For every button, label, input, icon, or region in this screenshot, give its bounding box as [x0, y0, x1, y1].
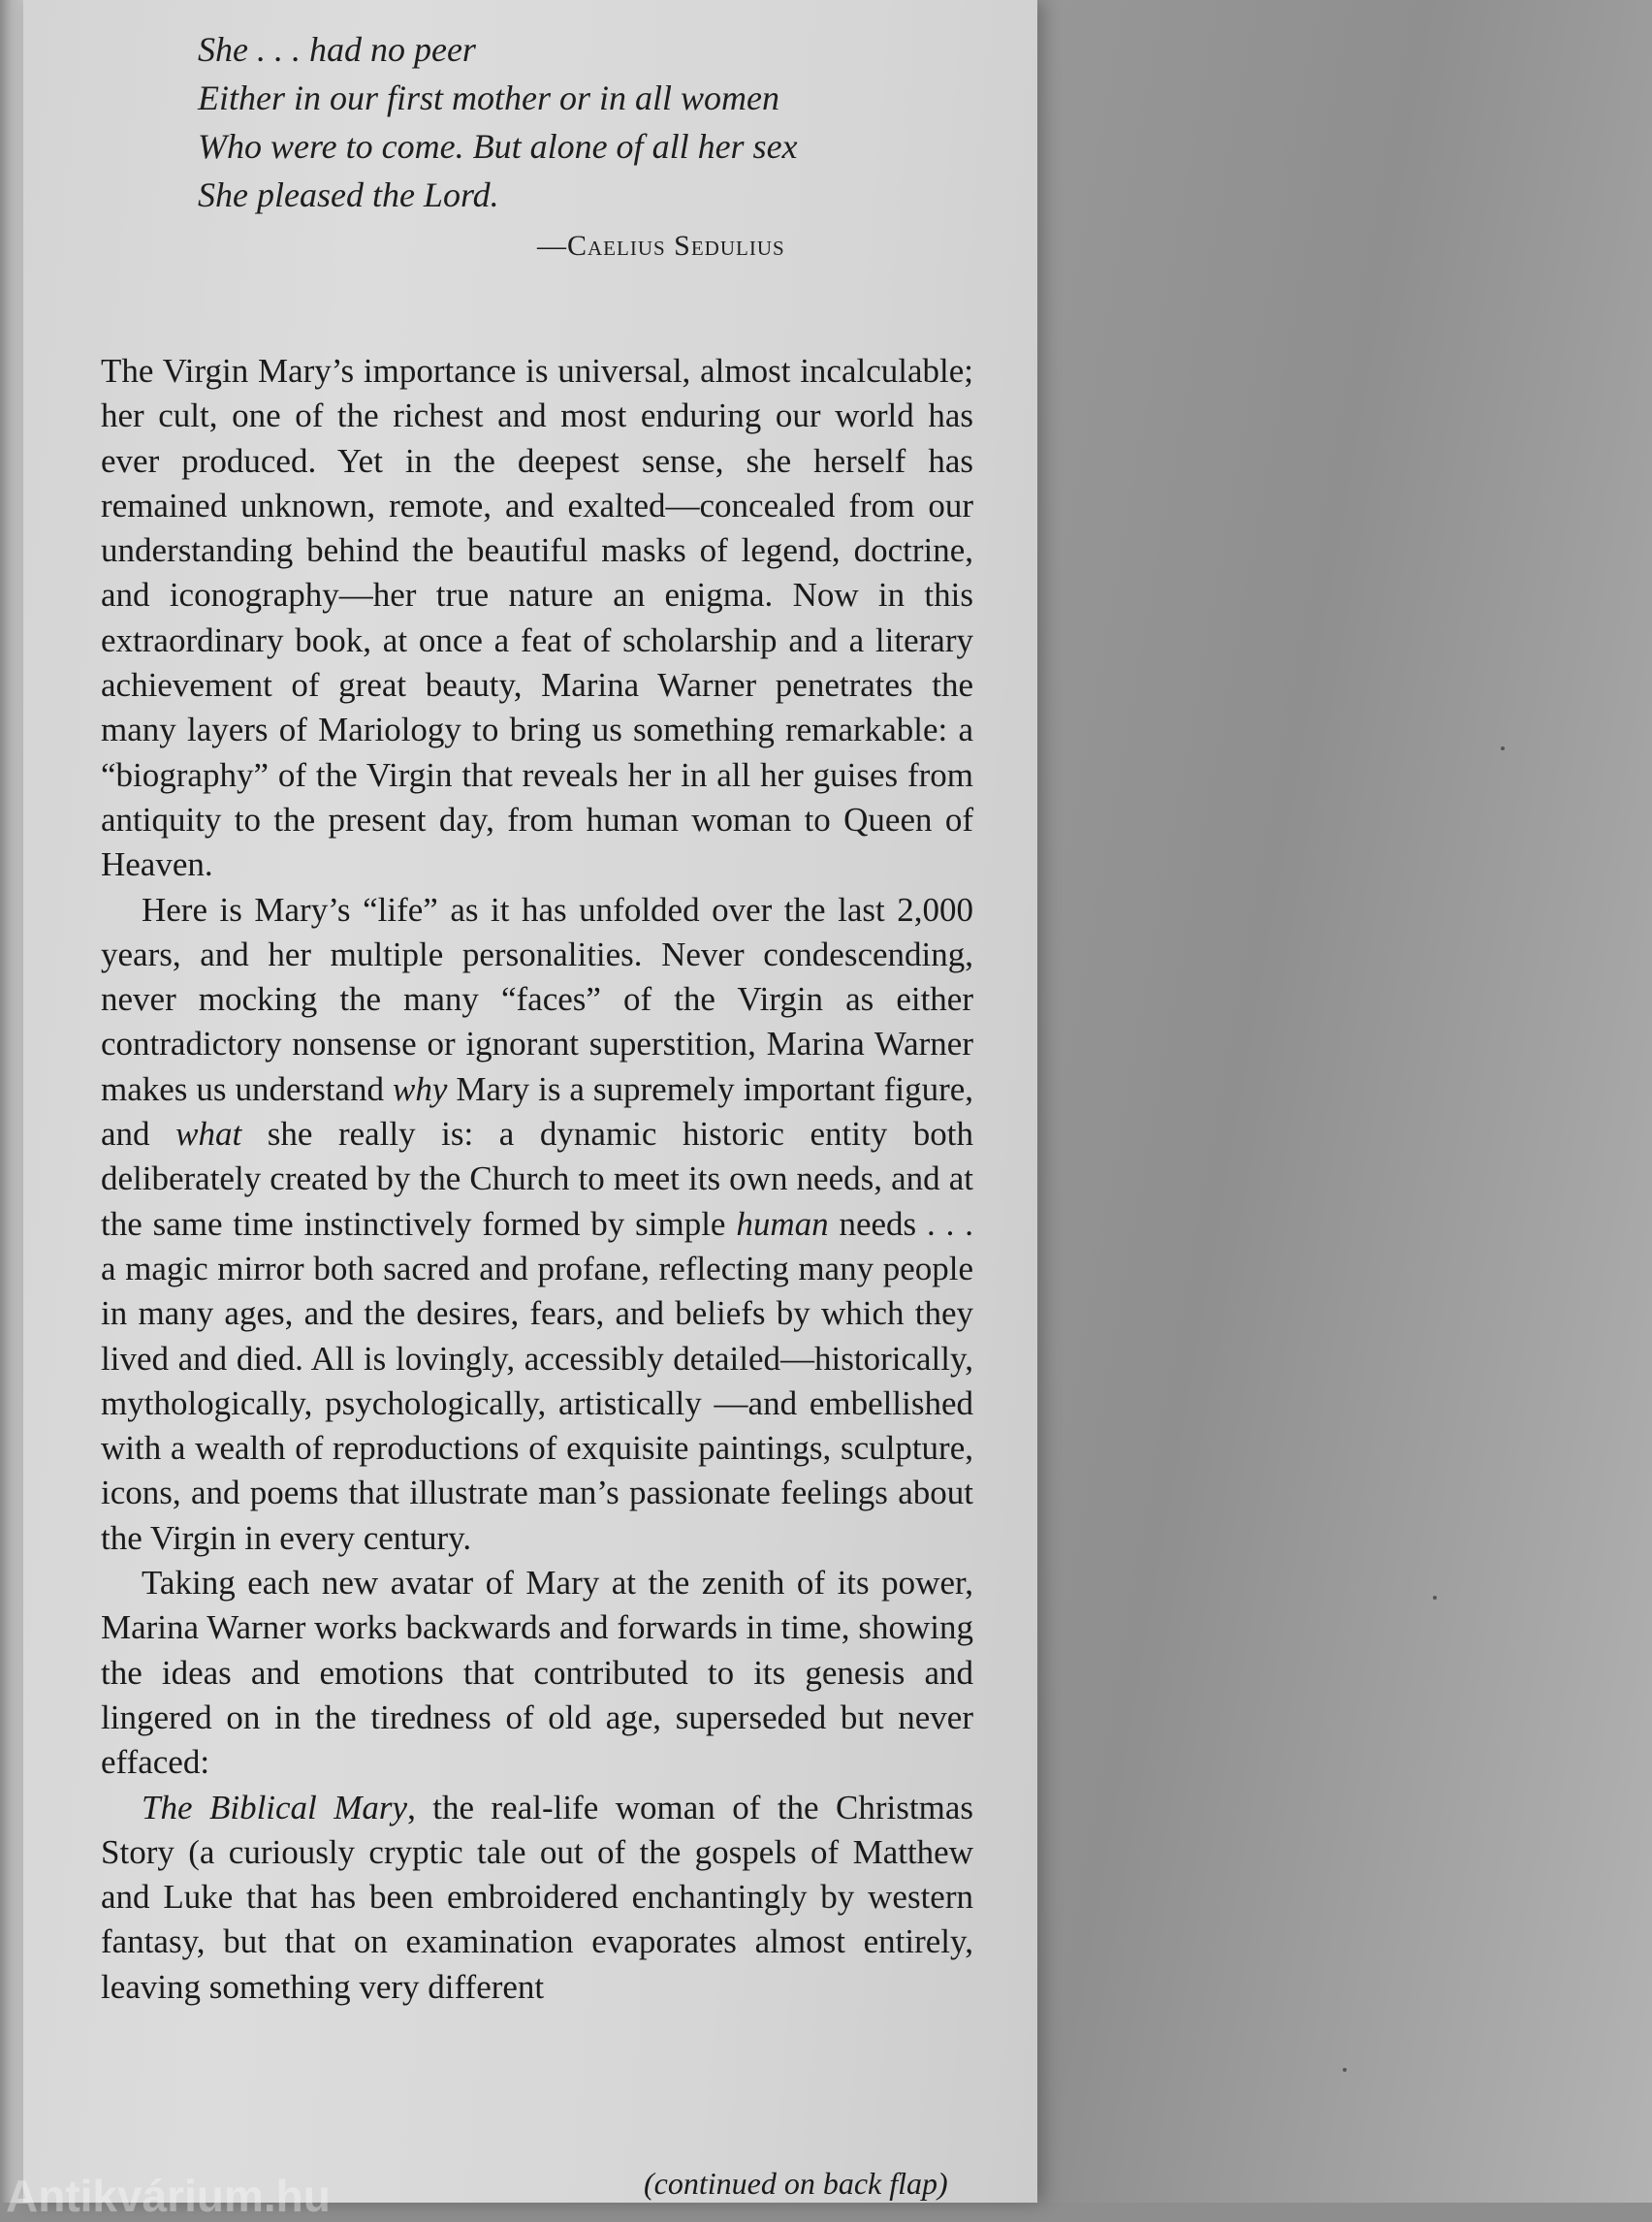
epigraph: [198, 25, 915, 219]
attribution-text: —Caelius Sedulius: [537, 230, 785, 262]
body-paragraph: [101, 1786, 973, 2010]
dust-speck: [1501, 746, 1505, 750]
emphasis-text: what: [175, 1115, 242, 1154]
paragraph-text: Here is Mary’s “life” as it has unfolded over the last 2,000 years, and her multiple personalities. Never condescending, never mocking the many “faces” of the Virgin as either contradictory nonsense or ignorant superstition, Marina Warner makes us understand: [101, 890, 973, 1108]
paragraph-text: The Virgin Mary’s importance is universal, almost incalculable; her cult, one of the richest and most enduring our world has ever produced. Yet in the deepest sense, she herself has remained unknown, remote, and exalted—concealed from our understanding behind the beautiful masks of legend, doctrine, and iconography—her true nature an enigma. Now in this extraordinary book, at once a feat of scholarship and a literary achievement of great beauty, Marina Warner penetrates the many layers of Mariology to bring us something remarkable: a “biography” of the Virgin that reveals her in all her guises from antiquity to the present day, from human woman to Queen of Heaven.: [101, 352, 973, 884]
paragraph-text: , the real-life woman of the Christmas Story (a curiously cryptic tale out of the gospels of Matthew and Luke that has been embroidered enchantingly by western fantasy, but that on examination evaporates almost entirely, leaving something very different: [101, 1788, 973, 2006]
flap-copy: [101, 349, 973, 2010]
watermark-logo: Antikvárium.hu: [6, 2171, 331, 2221]
paragraph-text: she really is: a dynamic historic entity both deliberately created by the Church to meet its own needs, and at the same time instinctively formed by simple: [101, 1115, 973, 1243]
body-paragraph: [101, 1561, 973, 1785]
epigraph-line: She . . . had no peer: [198, 30, 476, 69]
dust-jacket-flap: [23, 0, 1037, 2203]
epigraph-line: She pleased the Lord.: [198, 175, 499, 214]
continued-note: (continued on back flap): [644, 2166, 948, 2201]
emphasis-text: why: [392, 1069, 448, 1108]
emphasis-text: The Biblical Mary: [142, 1788, 408, 1826]
dust-speck: [1433, 1596, 1437, 1600]
emphasis-text: human: [736, 1204, 829, 1243]
paragraph-text: needs . . . a magic mirror both sacred and profane, reflecting many people in many ages, and the desires, fears, and beliefs by which they lived and died. All is lovingly, accessibly detailed—historically, mythologically, psychologically, artistically —and embellished with a wealth of reproductions of exquisite paintings, sculpture, icons, and poems that illustrate man’s passionate feelings about the Virgin in every century.: [101, 1204, 973, 1557]
body-paragraph: [101, 349, 973, 888]
epigraph-attribution: [537, 230, 785, 263]
epigraph-line: Either in our first mother or in all women: [198, 79, 780, 117]
body-paragraph: [101, 888, 973, 1561]
paragraph-text: Mary is a supremely important figure, and: [101, 1069, 974, 1154]
paragraph-text: Taking each new avatar of Mary at the zenith of its power, Marina Warner works backwards and forwards in time, showing the ideas and emotions that contributed to its genesis and lingered on in the tiredness of old age, superseded but never effaced:: [101, 1564, 973, 1782]
epigraph-line: Who were to come. But alone of all her sex: [198, 127, 798, 166]
dust-speck: [1343, 2068, 1347, 2072]
